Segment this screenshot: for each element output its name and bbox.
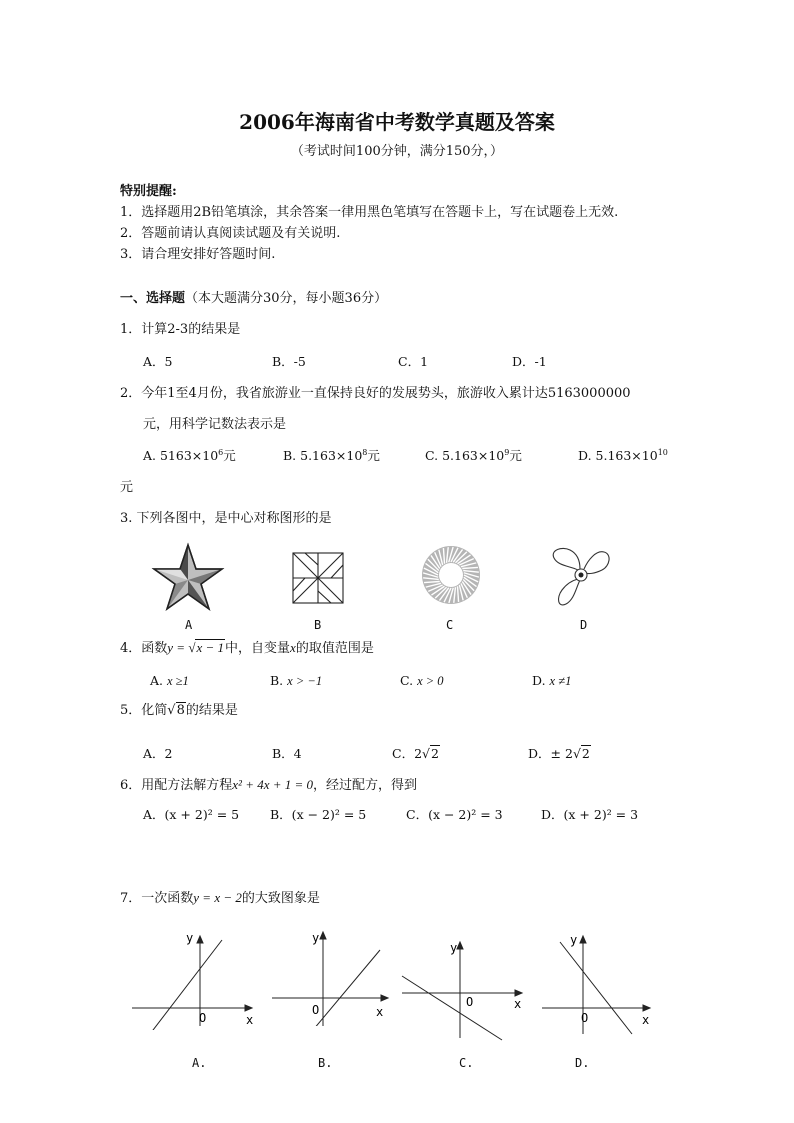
star-figure <box>150 542 226 612</box>
graph-d-origin: O <box>581 1011 589 1025</box>
q6-option-a: A．(x + 2)² = 5 <box>143 807 240 822</box>
q3-stem: 3. 下列各图中，是中心对称图形的是 <box>120 511 332 526</box>
notice-heading: 特别提醒: <box>120 184 177 199</box>
graph-a-x-label: x <box>246 1013 254 1027</box>
q2-option-d: D. $5.163\times 10^{10}$ <box>578 448 668 463</box>
q4-option-c: C. x > 0 <box>400 673 444 688</box>
fan-figure <box>548 544 614 610</box>
q1-option-c: C．1 <box>398 354 429 369</box>
pinwheel-figure <box>290 550 346 606</box>
section-title: 一、选择题 <box>120 291 186 306</box>
q7-formula: y = x − 2 <box>193 890 242 905</box>
section-heading <box>120 291 387 307</box>
q6-option-b: B．(x − 2)² = 5 <box>270 807 367 822</box>
q2-option-b: B. $5.163\times 10^8$元 <box>283 448 380 463</box>
q5-option-a: A．2 <box>143 746 173 761</box>
q4-option-a: A. x ≥1 <box>150 673 189 688</box>
graph-c <box>398 936 528 1046</box>
q5-option-b: B．4 <box>272 746 302 761</box>
graph-c-origin: O <box>466 995 474 1009</box>
q1-option-a: A．5 <box>143 354 173 369</box>
q4-formula: y = √x − 1 <box>167 640 225 655</box>
graph-b-x-label: x <box>376 1005 384 1019</box>
graph-b <box>268 926 398 1026</box>
q6-stem: 6．用配方法解方程x² + 4x + 1 = 0，经过配方，得到 <box>120 777 418 793</box>
q7-label-d: D. <box>575 1056 590 1070</box>
q7-label-a: A. <box>192 1056 207 1070</box>
q5-option-c: C．2√2 <box>392 746 439 761</box>
graph-d-x-label: x <box>642 1013 650 1027</box>
graph-b-origin: O <box>312 1003 320 1017</box>
ring-figure <box>420 544 482 606</box>
q2-option-c: C. $5.163\times 10^9$元 <box>425 448 522 463</box>
q4-stem: 4．函数y = √x − 1中，自变量x的取值范围是 <box>120 640 374 656</box>
graph-b-y-label: y <box>312 931 320 945</box>
q3-label-d: D <box>580 618 588 632</box>
q3-label-b: B <box>314 618 322 632</box>
q5-option-d: D．± 2√2 <box>528 746 590 761</box>
graph-d-y-label: y <box>570 933 578 947</box>
graph-d <box>538 930 668 1040</box>
q1-option-b: B．-5 <box>272 354 306 369</box>
q1-stem: 1．计算2-3的结果是 <box>120 322 241 337</box>
q3-label-a: A <box>185 618 193 632</box>
q4-option-b: B. x > −1 <box>270 673 323 688</box>
q7-stem: 7．一次函数y = x − 2的大致图象是 <box>120 890 320 906</box>
graph-a-origin: O <box>199 1011 207 1025</box>
page-title: 2006年海南省中考数学真题及答案 <box>239 110 555 134</box>
graph-c-y-label: y <box>450 941 458 955</box>
exam-subtitle: （考试时间100分钟，满分150分，） <box>290 144 504 159</box>
q6-option-d: D．(x + 2)² = 3 <box>541 807 639 822</box>
q6-equation: x² + 4x + 1 = 0 <box>232 777 314 792</box>
q2-option-d-wrap: 元 <box>120 480 134 495</box>
q4-option-d: D. x ≠1 <box>532 673 572 688</box>
q3-label-c: C <box>446 618 454 632</box>
q2-stem-line1: 2．今年1至4月份，我省旅游业一直保持良好的发展势头，旅游收入累计达5163000000 <box>120 386 631 401</box>
q7-label-c: C. <box>459 1056 474 1070</box>
section-note: （本大题满分30分，每小题36分） <box>185 291 388 306</box>
q2-option-a: A. $5163\times 10^6$元 <box>143 448 236 463</box>
q7-label-b: B. <box>318 1056 333 1070</box>
graph-c-x-label: x <box>514 997 522 1011</box>
notice-item-3: 3．请合理安排好答题时间. <box>120 247 276 262</box>
q1-option-d: D．-1 <box>512 354 547 369</box>
graph-a-y-label: y <box>186 931 194 945</box>
q2-stem-line2: 元，用科学记数法表示是 <box>143 417 287 432</box>
q6-option-c: C．(x − 2)² = 3 <box>406 807 503 822</box>
q5-stem: 5．化简√8的结果是 <box>120 703 238 718</box>
notice-item-2: 2．答题前请认真阅读试题及有关说明. <box>120 226 341 241</box>
notice-item-1: 1．选择题用2B铅笔填涂，其余答案一律用黑色笔填写在答题卡上，写在试题卷上无效. <box>120 205 619 220</box>
graph-a <box>128 930 258 1030</box>
